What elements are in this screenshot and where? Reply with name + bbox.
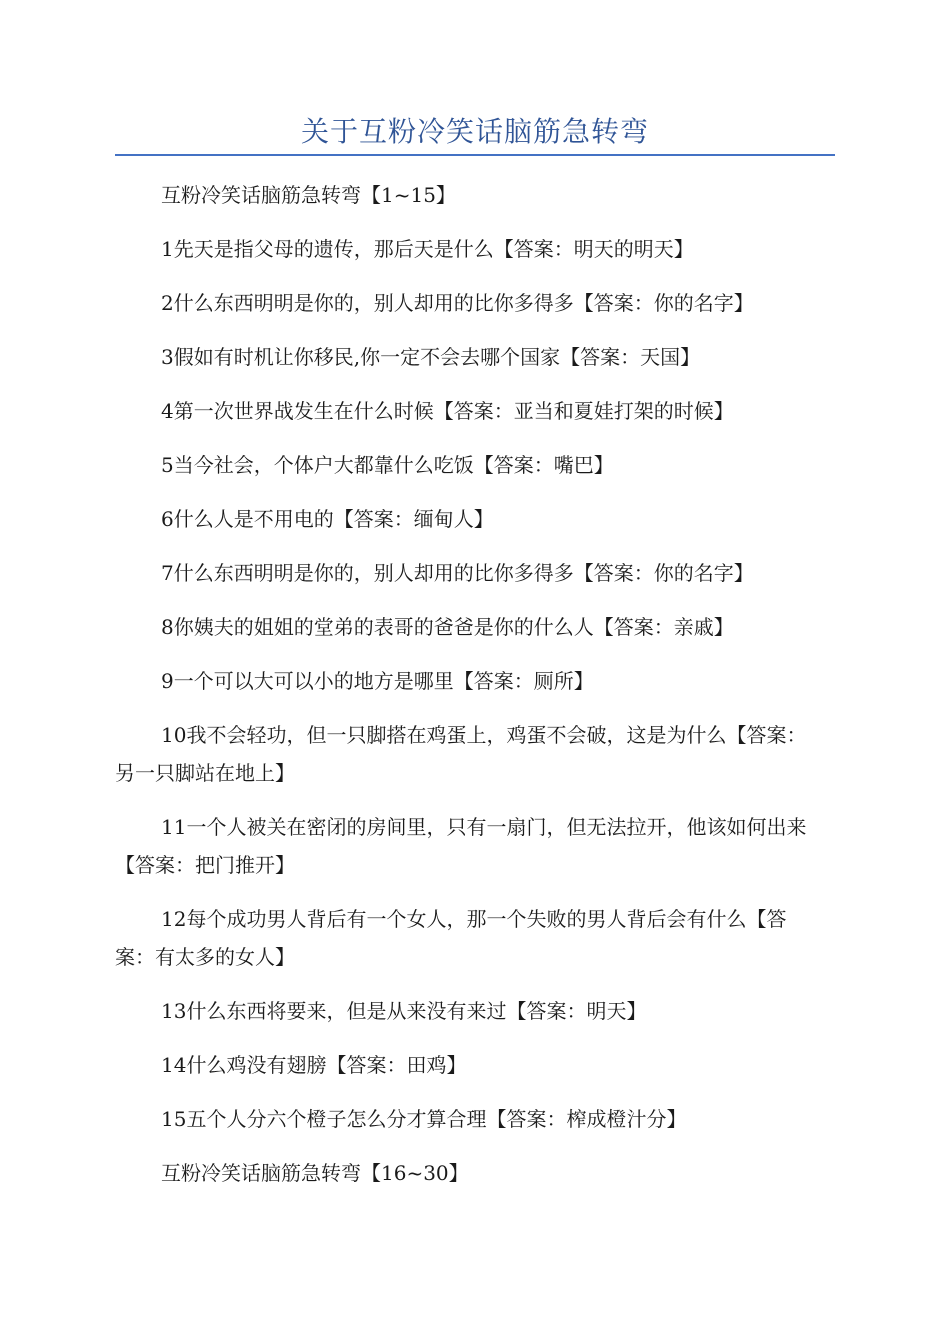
section-heading: 互粉冷笑话脑筋急转弯【1~15】 bbox=[161, 183, 456, 207]
riddle-item: 2什么东西明明是你的，别人却用的比你多得多【答案：你的名字】 bbox=[161, 291, 754, 315]
section-heading: 互粉冷笑话脑筋急转弯【16~30】 bbox=[161, 1161, 469, 1185]
riddle-item: 14什么鸡没有翅膀【答案：田鸡】 bbox=[161, 1053, 467, 1077]
riddle-item: 9一个可以大可以小的地方是哪里【答案：厕所】 bbox=[161, 669, 594, 693]
document-body bbox=[115, 176, 815, 1208]
riddle-item: 5当今社会，个体户大都靠什么吃饭【答案：嘴巴】 bbox=[161, 453, 614, 477]
riddle-item: 13什么东西将要来，但是从来没有来过【答案：明天】 bbox=[161, 999, 647, 1023]
riddle-item: 3假如有时机让你移民,你一定不会去哪个国家【答案：天国】 bbox=[161, 345, 701, 369]
riddle-item: 4第一次世界战发生在什么时候【答案：亚当和夏娃打架的时候】 bbox=[161, 399, 734, 423]
riddle-item: 8你姨夫的姐姐的堂弟的表哥的爸爸是你的什么人【答案：亲戚】 bbox=[161, 615, 734, 639]
riddle-item: 7什么东西明明是你的，别人却用的比你多得多【答案：你的名字】 bbox=[161, 561, 754, 585]
riddle-item: 10我不会轻功，但一只脚搭在鸡蛋上，鸡蛋不会破，这是为什么【答案：另一只脚站在地上】 bbox=[115, 723, 807, 785]
document-title: 关于互粉冷笑话脑筋急转弯 bbox=[300, 115, 649, 148]
riddle-item: 11一个人被关在密闭的房间里，只有一扇门，但无法拉开，他该如何出来【答案：把门推开】 bbox=[115, 815, 807, 877]
riddle-item: 6什么人是不用电的【答案：缅甸人】 bbox=[161, 507, 494, 531]
riddle-item: 1先天是指父母的遗传，那后天是什么【答案：明天的明天】 bbox=[161, 237, 694, 261]
riddle-item: 15五个人分六个橙子怎么分才算合理【答案：榨成橙汁分】 bbox=[161, 1107, 687, 1131]
title-underline bbox=[115, 154, 835, 156]
riddle-item: 12每个成功男人背后有一个女人，那一个失败的男人背后会有什么【答案：有太多的女人】 bbox=[115, 907, 787, 969]
